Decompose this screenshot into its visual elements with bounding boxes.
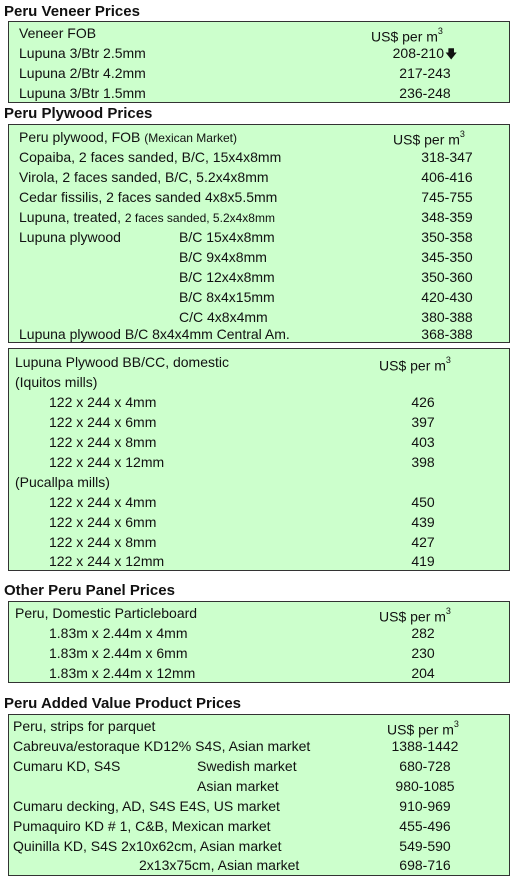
veneer-header-label: Veneer FOB [19,25,97,41]
added-row-value: 698-716 [399,857,451,873]
domestic-row-value: 426 [411,394,435,410]
panel-row-value: 230 [411,645,435,661]
plywood-row-value: 318-347 [421,149,473,165]
domestic-row-label: 122 x 244 x 4mm [49,494,157,510]
plywood-row-spec: B/C 8x4x15mm [179,289,275,305]
panel-unit-header: US$ per $m^3$ [379,606,451,625]
plywood-row-value: 348-359 [421,209,473,225]
plywood-row-spec: B/C 12x4x8mm [179,269,275,285]
panel-header-label: Peru, Domestic Particleboard [15,605,198,621]
domestic-row-label: 122 x 244 x 12mm [49,454,165,470]
domestic-row-value: 397 [411,414,435,430]
added-row-market: 2x13x75cm, Asian market [139,857,300,873]
plywood-row-value: 745-755 [421,189,473,205]
plywood-row-value: 368-388 [421,326,473,342]
panel-row-label: 1.83m x 2.44m x 6mm [49,645,188,661]
domestic-header-label: Lupuna Plywood BB/CC, domestic [15,354,229,370]
veneer-row-value: 236-248 [399,85,451,101]
domestic-row-value: 439 [411,514,435,530]
added-row-value: 1388-1442 [391,738,459,754]
domestic-row-label: 122 x 244 x 4mm [49,394,157,410]
added-row-label: Pumaquiro KD # 1, C&B, Mexican market [13,818,271,834]
iquitos-mills-label: (Iquitos mills) [15,374,98,390]
added-section-title: Peru Added Value Product Prices [4,695,242,712]
plywood-row-value: 345-350 [421,249,473,265]
veneer-unit-header: US$ per $m^3$ [371,26,443,45]
veneer-row-label: Lupuna 3/Btr 2.5mm [19,45,146,61]
domestic-row-value: 403 [411,434,435,450]
added-row-label: Cabreuva/estoraque KD12% S4S, Asian market [13,738,311,754]
domestic-row-label: 122 x 244 x 6mm [49,514,157,530]
panel-table [8,601,510,683]
panel-row-value: 282 [411,625,435,641]
domestic-row-label: 122 x 244 x 8mm [49,434,157,450]
domestic-row-value: 450 [411,494,435,510]
panel-row-value: 204 [411,665,435,681]
plywood-row-label: Lupuna plywood B/C 8x4x4mm Central Am. [19,326,290,342]
pucallpa-mills-label: (Pucallpa mills) [15,474,110,490]
plywood-unit-header: US$ per $m^3$ [393,129,465,148]
added-row-market: Swedish market [197,758,297,774]
domestic-row-label: 122 x 244 x 8mm [49,534,157,550]
plywood-row-value: 406-416 [421,169,473,185]
added-row-value: 680-728 [399,758,451,774]
panel-section-title: Other Peru Panel Prices [4,582,175,599]
veneer-table [8,21,510,103]
veneer-row-label: Lupuna 2/Btr 4.2mm [19,65,146,81]
domestic-row-value: 419 [411,553,435,569]
plywood-row-label: Lupuna, treated, 2 faces sanded, 5.2x4x8mm [19,209,275,225]
domestic-row-value: 427 [411,534,435,550]
added-header-label: Peru, strips for parquet [13,718,156,734]
domestic-row-label: 122 x 244 x 12mm [49,553,165,569]
plywood-row-spec: C/C 4x8x4mm [179,309,268,325]
added-row-value: 980-1085 [395,778,455,794]
veneer-row-value: 208-210🡇 [392,45,458,61]
plywood-row-label: Lupuna plywood [19,229,121,245]
plywood-header-label: Peru plywood, FOB (Mexican Market) [19,129,237,145]
plywood-row-value: 350-360 [421,269,473,285]
added-row-label: Cumaru decking, AD, S4S E4S, US market [13,798,280,814]
veneer-section-title: Peru Veneer Prices [4,3,140,20]
plywood-row-label: Virola, 2 faces sanded, B/C, 5.2x4x8mm [19,169,269,185]
plywood-row-label: Cedar fissilis, 2 faces sanded 4x8x5.5mm [19,189,278,205]
plywood-row-value: 380-388 [421,309,473,325]
plywood-section-title: Peru Plywood Prices [4,105,153,122]
domestic-plywood-table [8,348,510,571]
panel-row-label: 1.83m x 2.44m x 4mm [49,625,188,641]
plywood-row-value: 350-358 [421,229,473,245]
arrow-down-icon: 🡇 [445,47,458,61]
plywood-table [8,124,510,343]
added-row-value: 910-969 [399,798,451,814]
plywood-row-spec: B/C 15x4x8mm [179,229,275,245]
plywood-row-value: 420-430 [421,289,473,305]
added-row-value: 455-496 [399,818,451,834]
plywood-row-spec: B/C 9x4x8mm [179,249,267,265]
domestic-unit-header: US$ per $m^3$ [379,355,451,374]
plywood-row-label: Copaiba, 2 faces sanded, B/C, 15x4x8mm [19,149,282,165]
added-row-label: Cumaru KD, S4S [13,758,121,774]
veneer-row-label: Lupuna 3/Btr 1.5mm [19,85,146,101]
added-row-value: 549-590 [399,838,451,854]
added-row-market: Asian market [197,778,279,794]
added-value-table [8,714,510,876]
added-row-label: Quinilla KD, S4S 2x10x62cm, Asian market [13,838,282,854]
domestic-row-value: 398 [411,454,435,470]
veneer-row-value: 217-243 [399,65,451,81]
domestic-row-label: 122 x 244 x 6mm [49,414,157,430]
panel-row-label: 1.83m x 2.44m x 12mm [49,665,196,681]
added-unit-header: US$ per $m^3$ [387,719,459,738]
